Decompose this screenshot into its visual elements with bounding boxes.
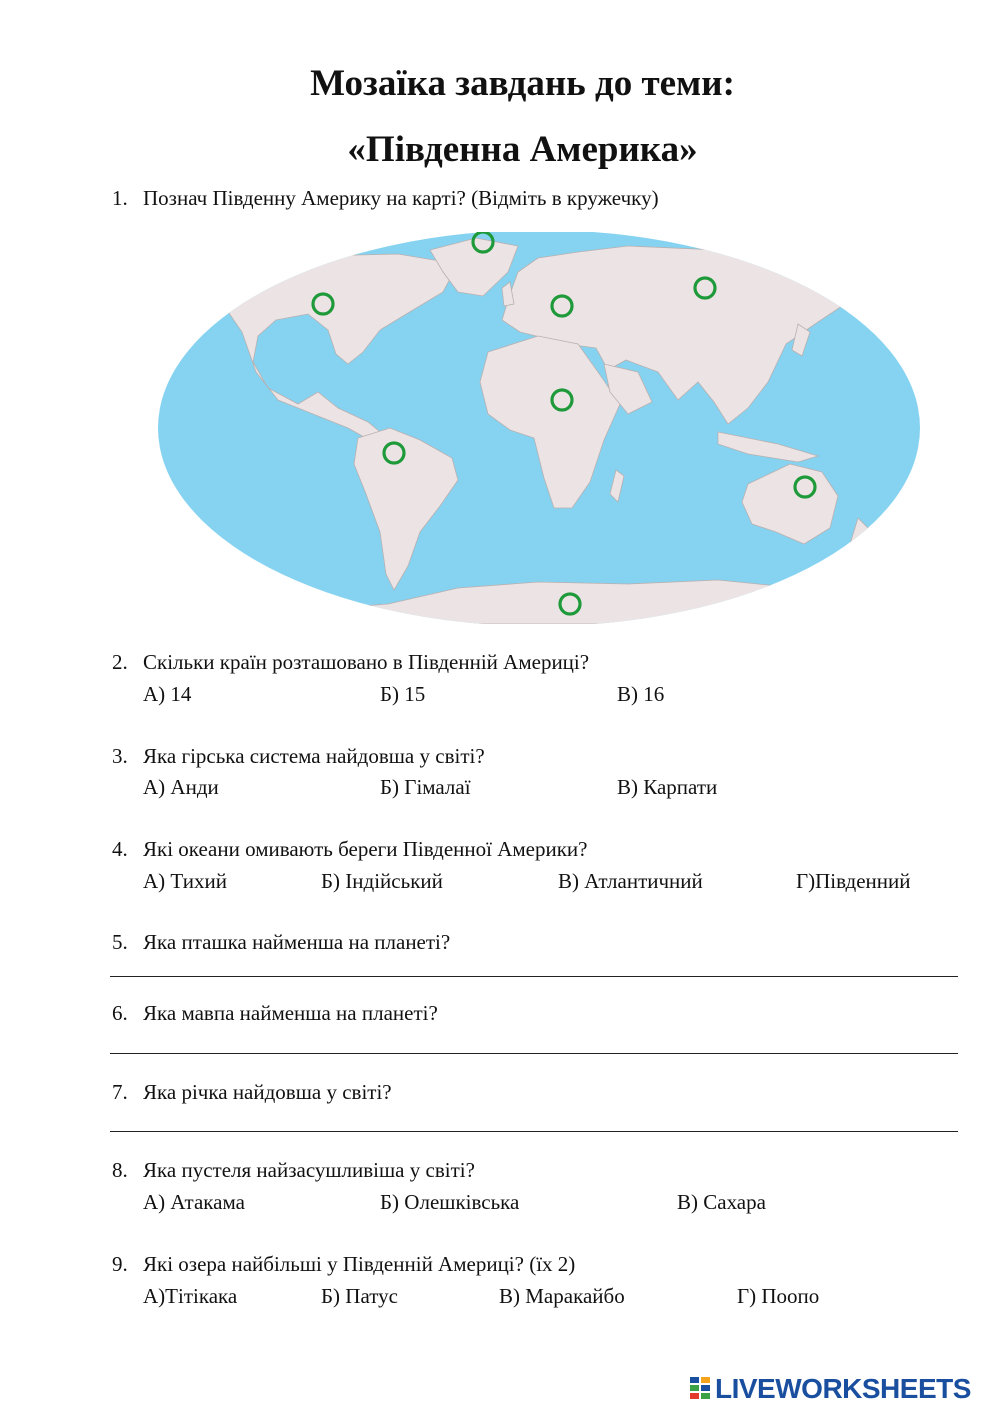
option-4a[interactable]: А) Тихий <box>143 869 227 893</box>
option-8a[interactable]: А) Атакама <box>143 1190 245 1214</box>
question-4 <box>112 837 588 862</box>
question-5 <box>112 930 450 955</box>
option-8b[interactable]: Б) Олешківська <box>380 1190 520 1214</box>
question-8 <box>112 1158 475 1183</box>
option-2c[interactable]: В) 16 <box>617 682 665 706</box>
question-text: Які озера найбільші у Південній Америці? (їх 2) <box>143 1252 576 1276</box>
liveworksheets-logo-text: LIVEWORKSHEETS <box>715 1373 971 1404</box>
question-text: Яка пустеля найзасушливіша у світі? <box>143 1158 475 1182</box>
answer-line-7[interactable] <box>110 1131 958 1132</box>
option-4b[interactable]: Б) Індійський <box>321 869 443 893</box>
world-map <box>158 232 920 624</box>
worksheet-title: Мозаїка завдань до теми: <box>310 63 735 104</box>
question-text: Яка гірська система найдовша у світі? <box>143 744 485 768</box>
question-7 <box>112 1080 392 1105</box>
question-number: 3. <box>112 744 128 768</box>
question-number: 7. <box>112 1080 128 1104</box>
question-3 <box>112 744 485 769</box>
option-3c[interactable]: В) Карпати <box>617 775 718 799</box>
question-number: 1. <box>112 186 128 210</box>
question-text: Яка річка найдовша у світі? <box>143 1080 392 1104</box>
option-2a[interactable]: А) 14 <box>143 682 192 706</box>
question-9 <box>112 1252 575 1277</box>
worksheet-subtitle: «Південна Америка» <box>347 129 698 170</box>
option-8c[interactable]: В) Сахара <box>677 1190 766 1214</box>
question-text: Познач Південну Америку на карті? (Відміть в кружечку) <box>143 186 659 210</box>
question-number: 6. <box>112 1001 128 1025</box>
option-9d[interactable]: Г) Поопо <box>737 1284 820 1308</box>
liveworksheets-logo <box>690 1371 971 1407</box>
option-3b[interactable]: Б) Гімалаї <box>380 775 471 799</box>
liveworksheets-logo-icon <box>690 1375 712 1403</box>
option-3a[interactable]: А) Анди <box>143 775 219 799</box>
question-1 <box>112 186 659 211</box>
question-text: Скільки країн розташовано в Південній Америці? <box>143 650 590 674</box>
question-number: 9. <box>112 1252 128 1276</box>
option-9c[interactable]: В) Маракайбо <box>499 1284 625 1308</box>
antarctica-landmass <box>158 580 920 624</box>
option-9a[interactable]: А)Тітікака <box>143 1284 238 1308</box>
question-number: 8. <box>112 1158 128 1182</box>
question-2 <box>112 650 589 675</box>
answer-line-6[interactable] <box>110 1053 958 1054</box>
question-number: 5. <box>112 930 128 954</box>
answer-line-5[interactable] <box>110 976 958 977</box>
question-number: 4. <box>112 837 128 861</box>
question-text: Які океани омивають береги Південної Америки? <box>143 837 588 861</box>
option-9b[interactable]: Б) Патус <box>321 1284 398 1308</box>
question-6 <box>112 1001 438 1026</box>
question-text: Яка пташка найменша на планеті? <box>143 930 451 954</box>
question-number: 2. <box>112 650 128 674</box>
option-4c[interactable]: В) Атлантичний <box>558 869 703 893</box>
option-4d[interactable]: Г)Південний <box>796 869 911 893</box>
option-2b[interactable]: Б) 15 <box>380 682 426 706</box>
question-text: Яка мавпа найменша на планеті? <box>143 1001 438 1025</box>
